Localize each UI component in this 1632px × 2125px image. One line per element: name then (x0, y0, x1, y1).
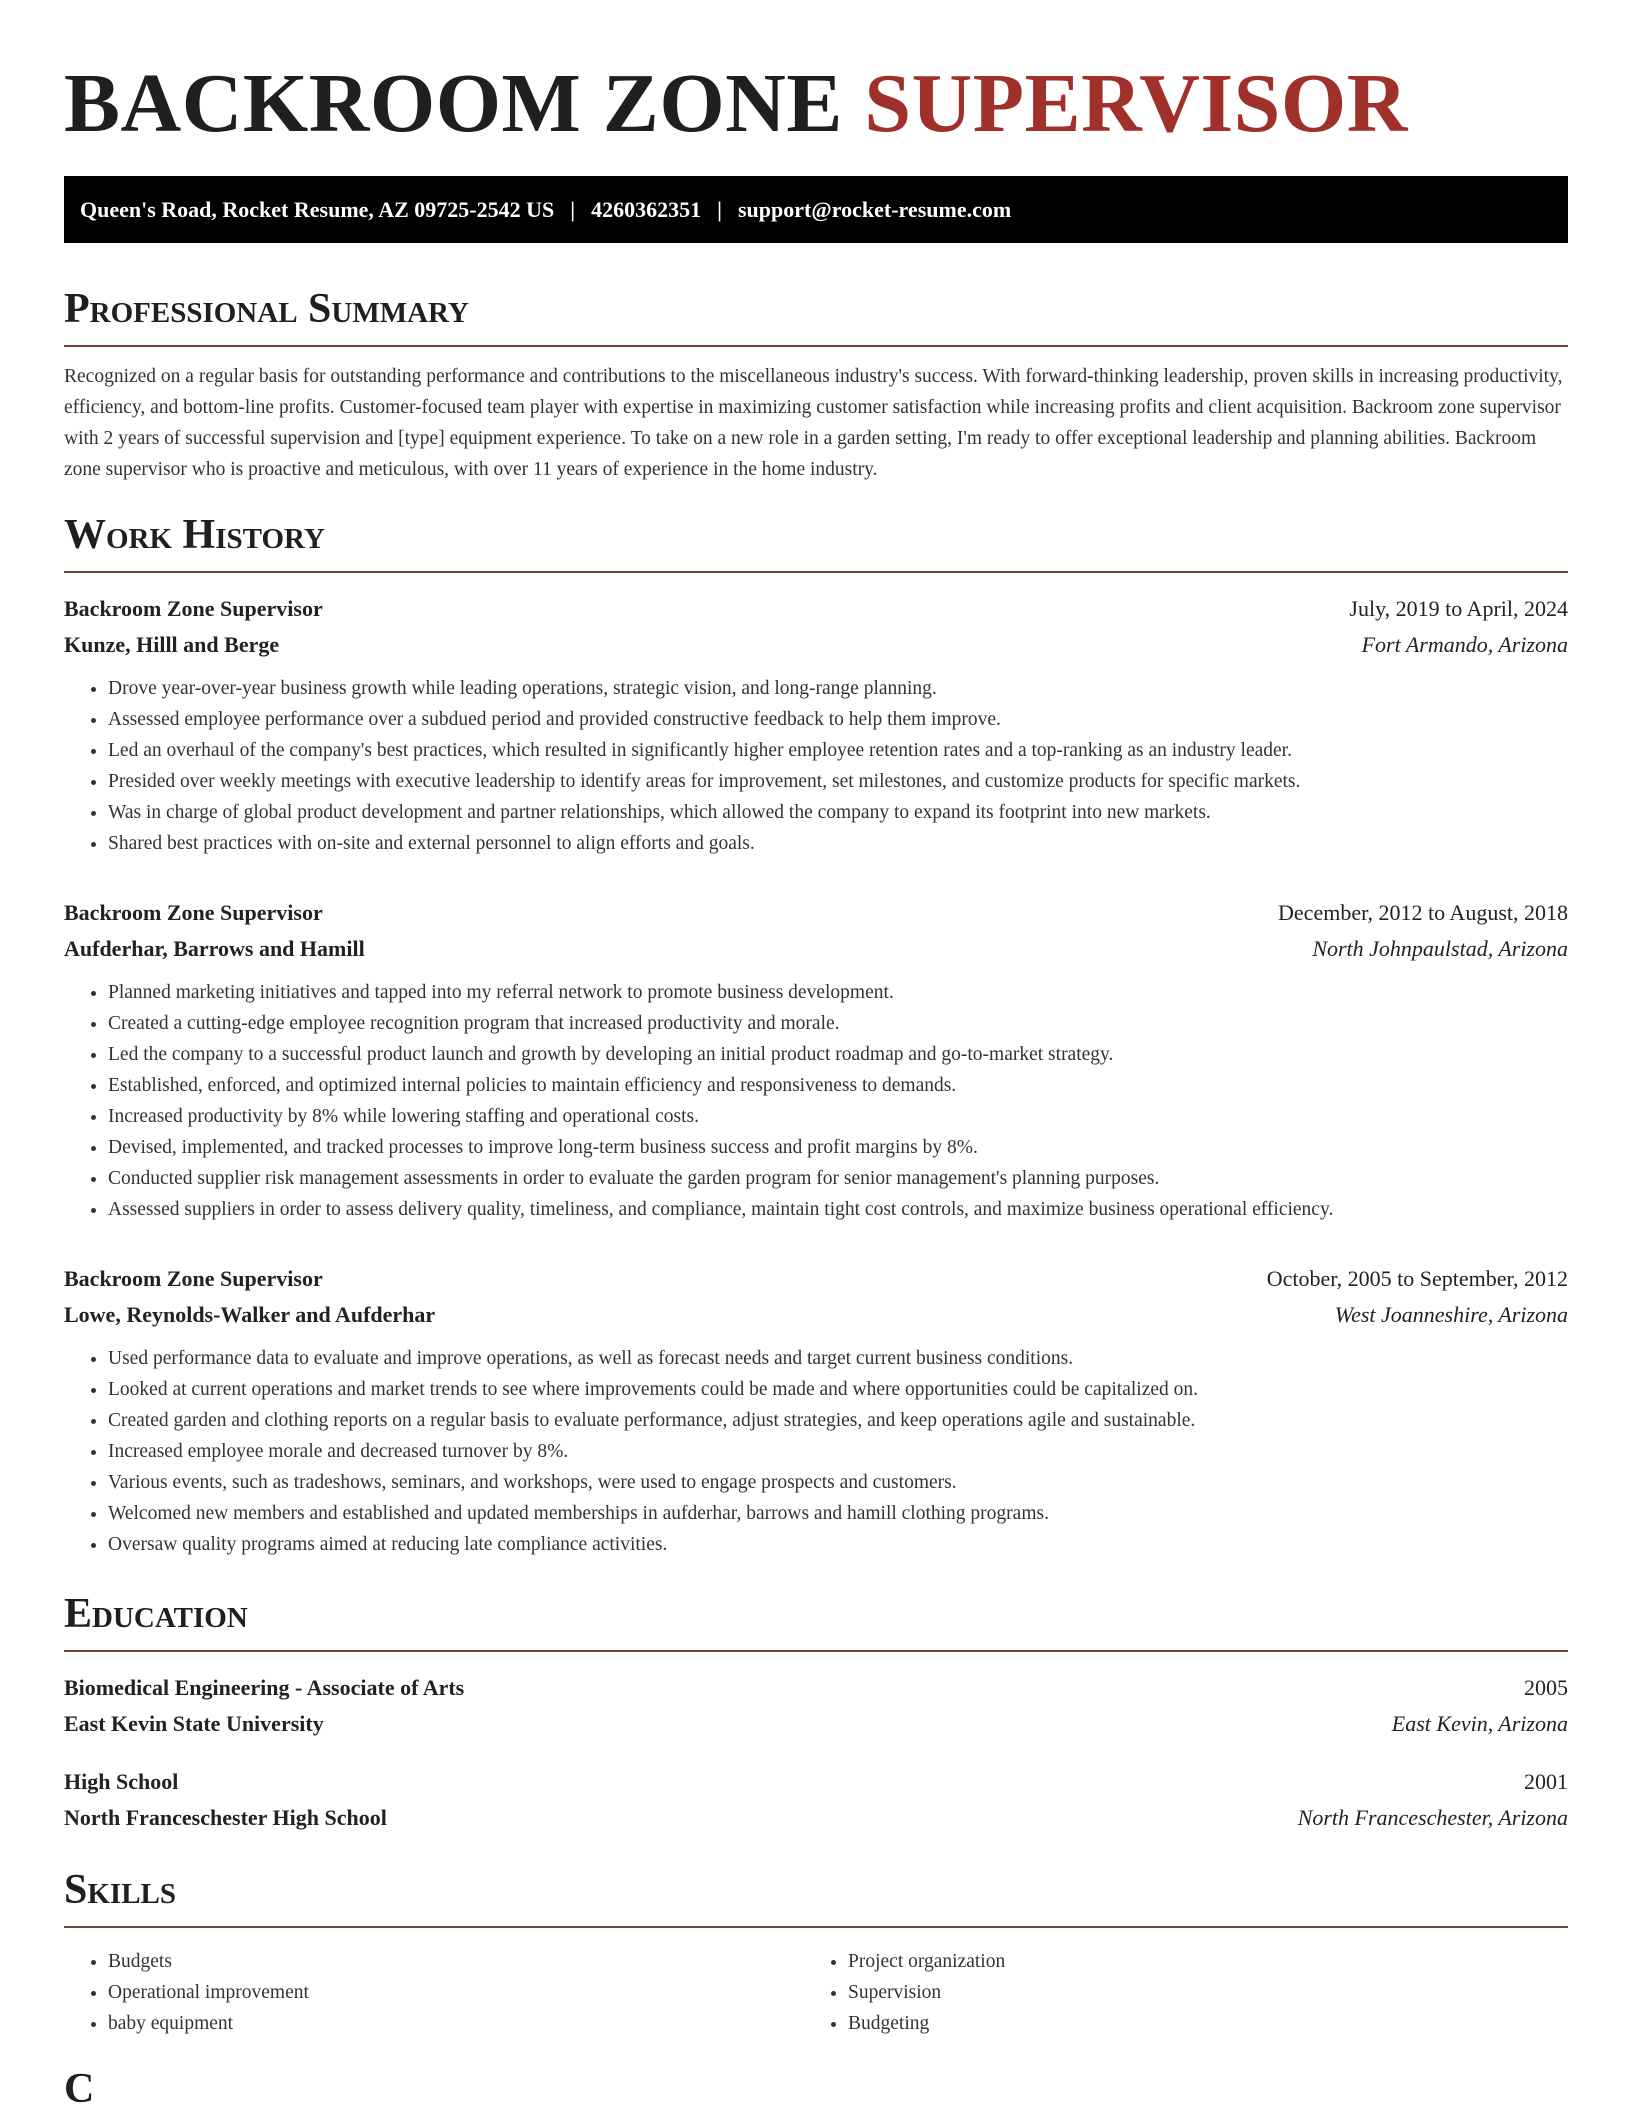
education-school: East Kevin State University (64, 1711, 324, 1736)
job-header-row (64, 1261, 1568, 1297)
list-item: • Increased employee morale and decreased turnover by 8%. (108, 1436, 1568, 1467)
job-company-row (64, 627, 1568, 663)
list-item: • Created garden and clothing reports on a regular basis to evaluate performance, adjust strategies, and keep operations agile and sustainable. (108, 1405, 1568, 1436)
job-company: Aufderhar, Barrows and Hamill (64, 936, 365, 961)
job-location: Fort Armando, Arizona (1361, 632, 1568, 657)
contact-separator: | (570, 196, 576, 222)
list-item: • Supervision (848, 1977, 1544, 2008)
education-school-row (64, 1706, 1568, 1742)
list-item: • Welcomed new members and established and updated memberships in aufderhar, barrows and hamill clothing programs. (108, 1498, 1568, 1529)
contact-separator: | (717, 196, 722, 222)
list-item: • Operational improvement (108, 1977, 804, 2008)
summary-text: Recognized on a regular basis for outstanding performance and contributions to the miscellaneous industry's success. With forward-thinking leadership, proven skills in increasing productivity, efficiency, and bottom-line profits. Customer-focused team player with expertise in maximizing customer satisfaction while increasing profits and client acquisition. Backroom zone supervisor with 2 years of successful supervision and [type] equipment experience. To take on a new role in a garden setting, I'm ready to offer exceptional leadership and planning abilities. Backroom zone supervisor who is proactive and meticulous, with over 11 years of experience in the home industry. (64, 366, 1563, 480)
education-degree: High School (64, 1769, 179, 1794)
job-dates: December, 2012 to August, 2018 (1278, 900, 1568, 925)
list-item: • Project organization (848, 1946, 1544, 1977)
job-company: Kunze, Hilll and Berge (64, 632, 280, 657)
skills-section (64, 1866, 1568, 2039)
list-item: • Led the company to a successful product launch and growth by developing an initial product roadmap and go-to-market strategy. (108, 1039, 1568, 1070)
list-item: • Various events, such as tradeshows, seminars, and workshops, were used to engage prospects and customers. (108, 1467, 1568, 1498)
list-item: • Oversaw quality programs aimed at reducing late compliance activities. (108, 1529, 1568, 1560)
skills-column-1 (64, 1946, 804, 2039)
job-bullets (64, 1343, 1568, 1560)
list-item: • Conducted supplier risk management assessments in order to evaluate the garden program for senior management's planning purposes. (108, 1163, 1568, 1194)
list-item: • baby equipment (108, 2008, 804, 2039)
job-role: Backroom Zone Supervisor (64, 900, 323, 925)
summary-section (64, 285, 1568, 485)
education-location: East Kevin, Arizona (1391, 1711, 1568, 1736)
summary-title: Professional Summary (64, 285, 1568, 347)
list-item: • Created a cutting-edge employee recognition program that increased productivity and morale. (108, 1008, 1568, 1039)
list-item: • Used performance data to evaluate and improve operations, as well as forecast needs and target current business conditions. (108, 1343, 1568, 1374)
job-entry (64, 1261, 1568, 1560)
resume-name (64, 0, 1568, 152)
list-item: • Budgeting (848, 2008, 1544, 2039)
job-entry (64, 895, 1568, 1225)
list-item: • Presided over weekly meetings with executive leadership to identify areas for improvement, set milestones, and customize products for specific markets. (108, 766, 1568, 797)
job-company: Lowe, Reynolds-Walker and Aufderhar (64, 1302, 436, 1327)
job-bullets (64, 673, 1568, 859)
education-school-row (64, 1800, 1568, 1836)
education-entry (64, 1670, 1568, 1742)
list-item: • Assessed suppliers in order to assess delivery quality, timeliness, and compliance, maintain tight cost controls, and maximize business operational efficiency. (108, 1194, 1568, 1225)
list-item: • Was in charge of global product development and partner relationships, which allowed the company to expand its footprint into new markets. (108, 797, 1568, 828)
contact-address: Queen's Road, Rocket Resume, AZ 09725-2542 US (80, 196, 555, 222)
next-section-title: C (64, 2066, 95, 2112)
education-degree: Biomedical Engineering - Associate of Arts (64, 1675, 465, 1700)
list-item: • Assessed employee performance over a subdued period and provided constructive feedback to help them improve. (108, 704, 1568, 735)
job-header-row (64, 895, 1568, 931)
education-year: 2005 (1524, 1675, 1568, 1700)
education-degree-row (64, 1670, 1568, 1706)
list-item: • Devised, implemented, and tracked processes to improve long-term business success and profit margins by 8%. (108, 1132, 1568, 1163)
education-entry (64, 1764, 1568, 1836)
education-degree-row (64, 1764, 1568, 1800)
job-location: North Johnpaulstad, Arizona (1312, 936, 1568, 961)
job-company-row (64, 1297, 1568, 1333)
job-role: Backroom Zone Supervisor (64, 1266, 323, 1291)
list-item: • Planned marketing initiatives and tapped into my referral network to promote business development. (108, 977, 1568, 1008)
job-company-row (64, 931, 1568, 967)
list-item: • Established, enforced, and optimized internal policies to maintain efficiency and responsiveness to demands. (108, 1070, 1568, 1101)
skills-column-2 (804, 1946, 1544, 2039)
contact-phone: 4260362351 (591, 196, 702, 222)
job-role: Backroom Zone Supervisor (64, 596, 323, 621)
job-dates: July, 2019 to April, 2024 (1349, 596, 1568, 621)
education-year: 2001 (1524, 1769, 1568, 1794)
next-section (64, 2065, 1568, 2125)
list-item: • Drove year-over-year business growth while leading operations, strategic vision, and long-range planning. (108, 673, 1568, 704)
job-header-row (64, 591, 1568, 627)
job-location: West Joanneshire, Arizona (1334, 1302, 1568, 1327)
work-history-section (64, 511, 1568, 1560)
list-item: • Shared best practices with on-site and external personnel to align efforts and goals. (108, 828, 1568, 859)
list-item: • Led an overhaul of the company's best practices, which resulted in significantly higher employee retention rates and a top-ranking as an industry leader. (108, 735, 1568, 766)
job-entry (64, 591, 1568, 859)
name-part-1: BACKROOM ZONE (64, 57, 843, 150)
list-item: • Increased productivity by 8% while lowering staffing and operational costs. (108, 1101, 1568, 1132)
work-history-title: Work History (64, 511, 1568, 573)
education-location: North Franceschester, Arizona (1297, 1805, 1568, 1830)
contact-bar (64, 176, 1568, 243)
skills-title: Skills (64, 1866, 1568, 1928)
name-part-2: SUPERVISOR (864, 57, 1408, 150)
job-bullets (64, 977, 1568, 1225)
skills-grid (64, 1946, 1568, 2039)
list-item: • Looked at current operations and market trends to see where improvements could be made and where opportunities could be capitalized on. (108, 1374, 1568, 1405)
education-title: Education (64, 1590, 1568, 1652)
education-school: North Franceschester High School (64, 1805, 387, 1830)
contact-email: support@rocket-resume.com (737, 196, 1012, 222)
education-section (64, 1590, 1568, 1836)
list-item: • Budgets (108, 1946, 804, 1977)
job-dates: October, 2005 to September, 2012 (1266, 1266, 1568, 1291)
